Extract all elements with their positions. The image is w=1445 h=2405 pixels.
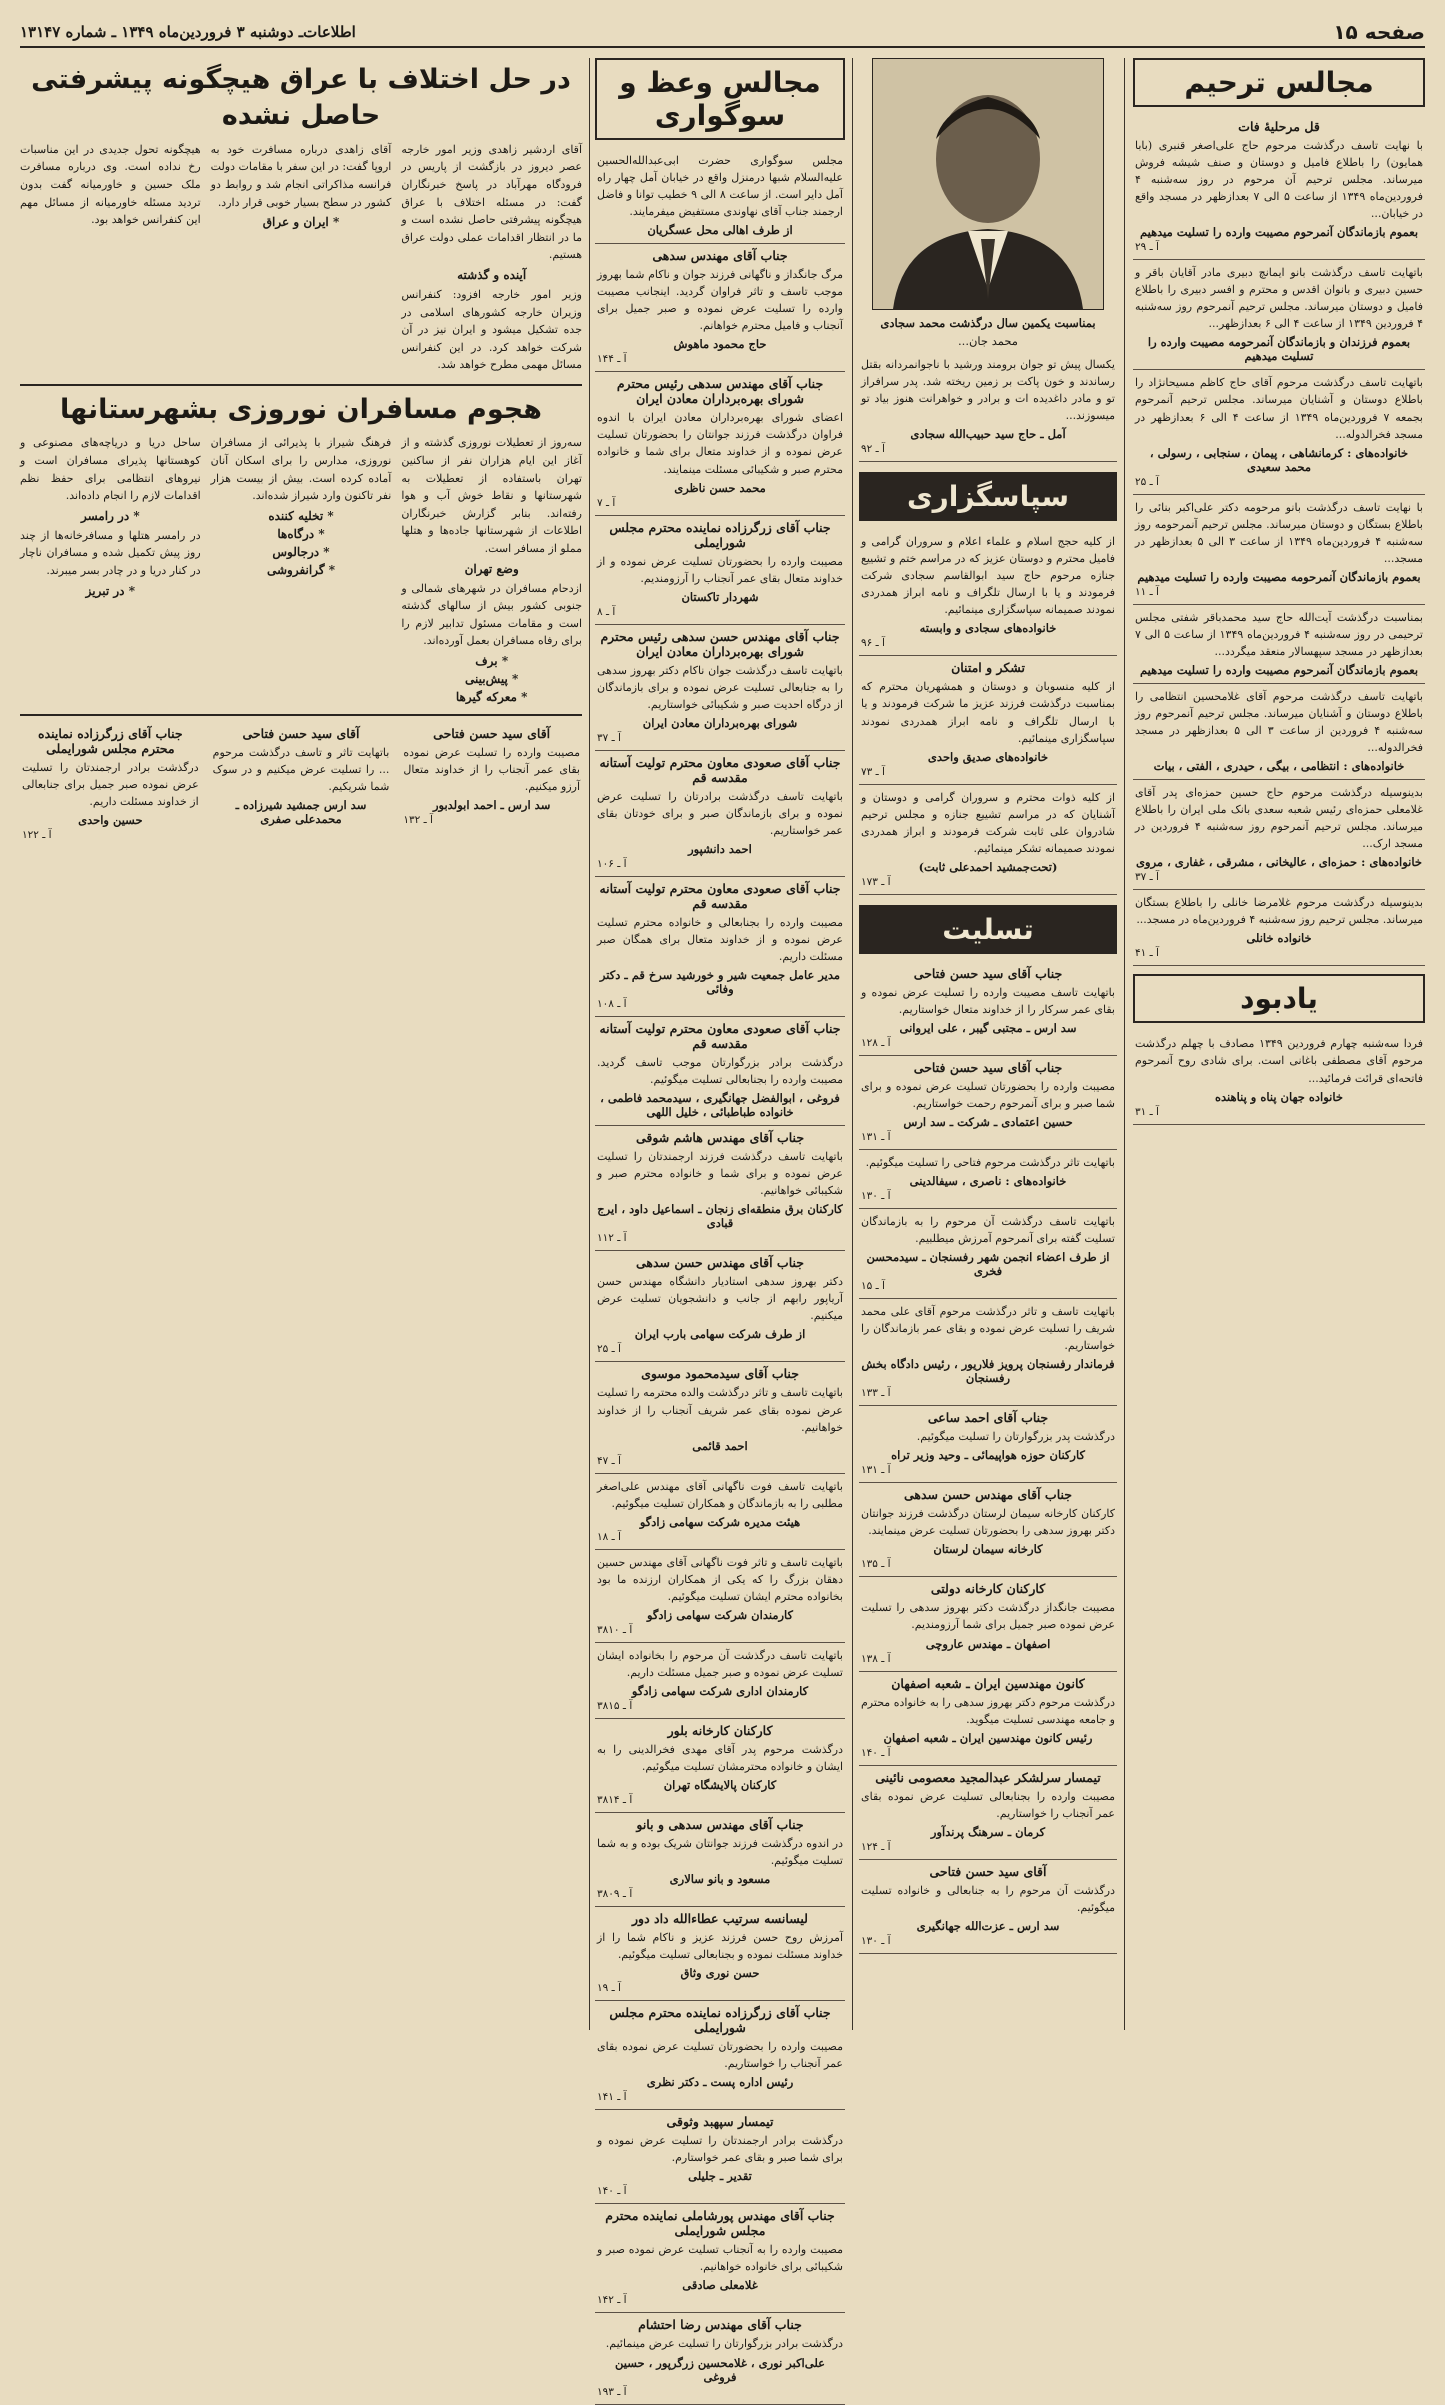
iraq-story bbox=[20, 141, 582, 378]
sepas-notice-code: آ ـ ۹۶ bbox=[861, 637, 885, 650]
vaz-notice-body: اعضای شورای بهره‌برداران معادن ایران با اندوه فراوان درگذشت فرزند جوانتان را بحضورتان تسلیت عرض نموده و از خداوند متعال برای شما و خانواده محترم صبر و شکیبائی مسئلت مینمایند. bbox=[597, 411, 843, 476]
tasliat-notice-body: باتهایت تاسف درگذشت آن مرحوم را به بازماندگان تسلیت گفته برای آنمرحوم آمرزش میطلبیم. bbox=[861, 1215, 1115, 1246]
vaz-notice-code: آ ـ ۱۴۰ bbox=[597, 2185, 627, 2198]
vaz-notice-sign: از طرف اهالی محل عسگریان bbox=[647, 223, 793, 238]
page-number: صفحه ۱۵ bbox=[1333, 20, 1425, 44]
vaz-notice-code: آ ـ ۱۰۶ bbox=[597, 857, 627, 870]
bottom-notice-title: آقای سید حسن فتاحی bbox=[433, 725, 551, 741]
tarhim-notice bbox=[1133, 780, 1425, 890]
tasliat-notice-code: آ ـ ۱۲۸ bbox=[861, 1036, 891, 1049]
tarhim-notice-code: آ ـ ۲۵ bbox=[1135, 475, 1159, 488]
tasliat-notice-sign: کارخانه سیمان لرستان bbox=[933, 1542, 1043, 1557]
portrait-image bbox=[873, 59, 1103, 309]
vaz-notice-title: لیسانسه سرتیب عطاءالله داد دور bbox=[632, 1911, 808, 1927]
vaz-notice-title: جناب آقای مهندس سدهی رئیس محترم شورای بهره‌برداران معادن ایران bbox=[616, 376, 824, 407]
tarhim-notice-code: آ ـ ۱۱ bbox=[1135, 585, 1159, 598]
vaz-notice-sign: از طرف شرکت سهامی بارب ایران bbox=[634, 1327, 806, 1342]
tarhim-notice bbox=[1133, 260, 1425, 370]
tarhim-notice-body: با نهایت تاسف درگذشت مرحوم حاج علی‌اصغر قنبری (بابا همایون) را باطلاع فامیل و دوستان و صنف شیشه فروش میرساند. مجلس ترحیم آن مرحوم در روز سه‌شنبه ۴ فروردین‌ماه ۱۳۴۹ از ساعت ۵ الی ۷ بعدازظهر در مسجد واقع در خیابان... bbox=[1135, 139, 1423, 221]
tasliat-notice-body: باتهایت تاسف و تاثر درگذشت مرحوم آقای علی محمد شریف را تسلیت عرض نموده و بقای عمر بازماندگان را خواستاریم. bbox=[861, 1305, 1115, 1353]
tasliat-notice-sign: حسین اعتمادی ـ شرکت ـ سد ارس bbox=[903, 1114, 1073, 1129]
tarhim-notice-sign: خانواده‌های : انتظامی ، بیگی ، حیدری ، الفتی ، بیات bbox=[1153, 759, 1405, 774]
bottom-notice-sign: حسین واحدی bbox=[78, 813, 143, 828]
tarhim-notice-sign: بعموم بازماندگان آنمرحوم مصیبت وارده را تسلیت میدهیم bbox=[1139, 662, 1419, 677]
vaz-notice bbox=[595, 625, 845, 751]
yadbud-heading: یادبود bbox=[1133, 974, 1425, 1023]
vaz-notice-sign: مسعود و بانو سالاری bbox=[669, 1872, 771, 1887]
vaz-notice-code: آ ـ ۱۸ bbox=[597, 1530, 621, 1543]
vaz-notice bbox=[595, 1251, 845, 1362]
tarhim-notice-sign: بعموم بازماندگان آنمرحوم مصیبت وارده را تسلیت میدهیم bbox=[1139, 225, 1419, 240]
vaz-notice-sign: احمد دانشپور bbox=[688, 841, 752, 856]
vaz-notice-body: در اندوه درگذشت فرزند جوانتان شریک بوده و به شما تسلیت میگوئیم. bbox=[597, 1837, 843, 1868]
sepas-notice-sign: خانواده‌های سجادی و وابسته bbox=[919, 621, 1057, 636]
tasliat-notice-body: مصیبت وارده را بحضورتان تسلیت عرض نموده و برای شما صبر و برای آنمرحوم رحمت خواستاریم. bbox=[861, 1079, 1115, 1110]
sepas-notice-code: آ ـ ۱۷۳ bbox=[861, 875, 891, 888]
tarhim-notice-title: قل مرحلیهٔ فات bbox=[1238, 119, 1320, 134]
vaz-notice-title: جناب آقای مهندس رضا احتشام bbox=[638, 2317, 802, 2333]
vaz-notice-body: مرگ جانگداز و ناگهانی فرزند جوان و ناکام شما بهروز موجب تاسف و تاثر فراوان گردید. اینجانب مصیبت وارده را تسلیت عرض نموده و صبر جمیل برای آنجناب و فامیل محترم خواهانم. bbox=[597, 268, 843, 333]
vaz-notice bbox=[595, 1474, 845, 1550]
tasliat-notice bbox=[859, 962, 1117, 1056]
vaz-notice bbox=[595, 1550, 845, 1643]
vaz-notice-sign: علی‌اکبر نوری ، غلامحسین زرگرپور ، حسین فروغی bbox=[614, 2355, 826, 2384]
tarhim-notice bbox=[1133, 115, 1425, 260]
iraq-paragraph: آقای اردشیر زاهدی وزیر امور خارجه عصر دیروز در بازگشت از پاریس در فرودگاه مهرآباد در پاسخ خبرنگاران گفت: در مسئله اختلاف با عراق هیچگونه پیشرفتی حاصل نشده است و ما در انتظار اقدامات عملی دولت عراق هستیم. bbox=[401, 142, 582, 262]
bottom-notice-body: مصیبت وارده را تسلیت عرض نموده بقای عمر آنجناب را از خداوند متعال آرزو میکنیم. bbox=[403, 745, 580, 794]
portrait-photo bbox=[872, 58, 1104, 310]
tasliat-notice-title: کارکنان کارخانه دولتی bbox=[930, 1581, 1046, 1597]
vaz-notice-sign: حاج محمود ماهوش bbox=[673, 337, 767, 352]
travel-subhead: * گرانفروشی bbox=[266, 562, 335, 577]
bottom-notice-code: آ ـ ۱۳۲ bbox=[403, 814, 433, 827]
vaz-notice-body: درگذشت برادر ارجمندتان را تسلیت عرض نموده و برای شما صبر و بقای عمر خواستارم. bbox=[597, 2134, 843, 2165]
vaz-notice bbox=[595, 148, 845, 244]
vaz-notice-sign: هیئت مدیره شرکت سهامی زادگو bbox=[639, 1514, 801, 1529]
story-divider bbox=[20, 384, 582, 386]
vaz-notice-sign: تقدیر ـ جلیلی bbox=[688, 2169, 752, 2184]
travel-subhead: * در تبریز bbox=[85, 583, 135, 598]
vaz-notice-sign: کارمندان شرکت سهامی زادگو bbox=[646, 1607, 794, 1622]
vaz-notice bbox=[595, 244, 845, 372]
vaz-notice bbox=[595, 2110, 845, 2204]
travel-paragraph: در رامسر هتلها و مسافرخانه‌ها از چند روز پیش تکمیل شده و مسافران ناچار در کنار دریا و در چادر بسر میبرند. bbox=[19, 528, 201, 577]
vaz-notice bbox=[595, 877, 845, 1017]
vaz-notice bbox=[595, 516, 845, 625]
tasliat-notice-sign: فرماندار رفسنجان پرویز فلاریور ، رئیس دادگاه بخش رفسنجان bbox=[861, 1357, 1115, 1386]
yadbud-sign: خانواده جهان پناه و پناهنده bbox=[1215, 1089, 1343, 1104]
travel-paragraph: ازدحام مسافران در شهرهای شمالی و جنوبی کشور بیش از سالهای گذشته است و مقامات مسئول تدابیر لازم را برای رفاه مسافران بعمل آورده‌اند. bbox=[401, 581, 582, 648]
tasliat-notice-code: آ ـ ۱۳۸ bbox=[861, 1652, 891, 1665]
tarhim-notice-sign: بعموم بازماندگان آنمرحومه مصیبت وارده را تسلیت میدهیم bbox=[1137, 569, 1421, 584]
tasliat-notice-code: آ ـ ۱۳۰ bbox=[861, 1934, 891, 1947]
tasliat-notice-sign: اصفهان ـ مهندس عاروچی bbox=[925, 1636, 1051, 1651]
vaz-notice-title: جناب آقای مهندس حسن سدهی bbox=[635, 1255, 804, 1271]
vaz-notice-title: جناب آقای صعودی معاون محترم تولیت آستانه مقدسه قم bbox=[599, 754, 841, 785]
travel-paragraph: سه‌روز از تعطیلات نوروزی گذشته و از آغاز این ایام هزاران نفر از ساکنین تهران باستفاده از تعطیلات به شهرستانها و نقاط خوش آب و هوا رفته‌اند. بنابر گزارش خبرنگاران اطلاعات از شهرستانها جاده‌ها و هتلها مملو از مسافر است. bbox=[401, 436, 582, 555]
news-column bbox=[20, 58, 582, 2030]
sepas-notice-body: از کلیه ذوات محترم و سروران گرامی و دوستان و آشنایان که در مراسم تشییع جنازه و مجلس ترحیم شادروان علی ثابت شرکت فرمودند و ابراز همدردی نمودند صمیمانه تشکر مینمائیم. bbox=[861, 790, 1115, 855]
bottom-notice bbox=[211, 722, 392, 847]
vaz-notice bbox=[595, 1719, 845, 1813]
vaz-notice-code: آ ـ ۱۴۱ bbox=[597, 2091, 627, 2104]
vaz-notice-body: مصیبت وارده را بجنابعالی و خانواده محترم تسلیت عرض نموده و از خداوند متعال برای همگان صبر مسئلت داریم. bbox=[597, 915, 843, 964]
vaz-notice-body: باتهایت تاسف درگذشت جوان ناکام دکتر بهروز سدهی را به جنابعالی تسلیت عرض نموده و برای بازماندگان از درگاه احدیت صبر و شکیبائی خواستاریم. bbox=[597, 663, 843, 711]
travel-subhead: * درجالوس bbox=[272, 544, 330, 559]
tarhim-notice-list bbox=[1133, 115, 1425, 966]
photo-notice-code: آ ـ ۹۲ bbox=[861, 443, 885, 456]
vaz-notice-sign: احمد قائمی bbox=[692, 1438, 748, 1453]
tasliat-notice-body: درگذشت آن مرحوم را به جنابعالی و خانواده تسلیت میگوئیم. bbox=[861, 1883, 1115, 1914]
tasliat-notice-body: مصیبت وارده را بجنابعالی تسلیت عرض نموده بقای عمر آنجناب را خواستاریم. bbox=[861, 1789, 1115, 1820]
vaz-notice bbox=[595, 1813, 845, 1907]
vaz-notice-sign: کارمندان اداری شرکت سهامی زادگو bbox=[631, 1683, 809, 1698]
vaz-notice-body: باتهایت تاسف درگذشت فرزند ارجمندتان را تسلیت عرض نموده و برای شما و خانواده محترم صبر و شکیبائی خواهانیم. bbox=[597, 1150, 843, 1198]
column-rule bbox=[589, 58, 590, 2030]
vaz-notice bbox=[595, 751, 845, 877]
vaz-notice bbox=[595, 1643, 845, 1719]
vaz-notice-title: جناب آقای صعودی معاون محترم تولیت آستانه مقدسه قم bbox=[599, 1021, 841, 1052]
tasliat-notice bbox=[859, 1209, 1117, 1299]
sepas-notice-body: از کلیه حجج اسلام و علماء اعلام و سروران گرامی و فامیل محترم و دوستان عزیز که در مراسم ختم و تشییع جنازه مرحوم حاج سید ابوالقاسم سجادی شرکت فرمودند و یا با ارسال تلگراف و نامه ابراز همدردی نمودند صمیمانه سپاسگزاری مینمائیم. bbox=[861, 535, 1115, 617]
iraq-paragraph: وزیر امور خارجه افزود: کنفرانس وزیران خارجه کشورهای اسلامی در جده تشکیل میشود و ایران نیز در آن شرکت خواهد کرد. در این کنفرانس مسائل مهمی مطرح خواهد شد. bbox=[401, 288, 582, 372]
vaz-notice-body: درگذشت مرحوم پدر آقای مهدی فخرالدینی را به ایشان و خانواده محترمشان تسلیت میگوئیم. bbox=[597, 1742, 843, 1773]
vaz-notice-code: آ ـ ۱۱۲ bbox=[597, 1232, 627, 1245]
vaz-notice-body: باتهایت تاسف فوت ناگهانی آقای مهندس علی‌اصغر مطلبی را به بازماندگان و همکاران تسلیت میگوئیم. bbox=[597, 1479, 843, 1510]
iraq-subhead: آینده و گذشته bbox=[457, 268, 527, 283]
tasliat-notice-list bbox=[859, 962, 1117, 1954]
vaz-notice-sign: شهردار تاکستان bbox=[681, 589, 759, 604]
vaz-notice bbox=[595, 372, 845, 515]
tasliat-notice-code: آ ـ ۱۳۱ bbox=[861, 1130, 891, 1143]
tasliat-notice-body: کارکنان کارخانه سیمان لرستان درگذشت فرزند جوانتان دکتر بهروز سدهی را بحضورتان تسلیت عرض مینمایند. bbox=[861, 1507, 1115, 1538]
tasliat-notice-sign: رئیس کانون مهندسین ایران ـ شعبه اصفهان bbox=[883, 1730, 1093, 1745]
vaz-notice-title: جناب آقای مهندس پورشاملی نماینده محترم مجلس شورایملی bbox=[605, 2208, 835, 2239]
tasliat-notice-code: آ ـ ۱۳۱ bbox=[861, 1464, 891, 1477]
vaz-notice bbox=[595, 1126, 845, 1251]
column-rule bbox=[852, 58, 853, 2030]
tasliat-notice-title: جناب آقای سید حسن فتاحی bbox=[913, 1059, 1063, 1075]
vaz-notice-body: باتهایت تاسف و تاثر فوت ناگهانی آقای مهندس حسین دهقان بزرگ را که یکی از همکاران ارزنده ما بود بخانواده محترم ایشان تسلیت میگوئیم. bbox=[597, 1555, 843, 1603]
bottom-notice-sign: سد ارس ـ احمد ابولدبور bbox=[432, 798, 551, 813]
vaz-notice-title: جناب آقای زرگرزاده نماینده محترم مجلس شورایملی bbox=[609, 519, 831, 550]
tarhim-notice-body: باتهایت تاسف درگذشت مرحوم آقای غلامحسین انتظامی را باطلاع دوستان و آشنایان میرساند. مجلس ترحیم آنمرحوم روز سه‌شنبه ۴ فروردین از ساعت ۳ الی ۵ بعدازظهر در مسجد فخرالدوله... bbox=[1135, 689, 1424, 755]
tasliat-notice-title: آقای سید حسن فتاحی bbox=[929, 1863, 1047, 1879]
sepas-notice bbox=[859, 529, 1117, 656]
vaz-notice-code: آ ـ ۲۵ bbox=[597, 1343, 621, 1356]
tasliat-notice-sign: کرمان ـ سرهنگ پرندآور bbox=[930, 1824, 1046, 1839]
photo-caption-sub: محمد جان... bbox=[958, 334, 1018, 348]
tarhim-notice-body: باتهایت تاسف درگذشت بانو ایمانچ دبیری مادر آقایان باقر و حسین دبیری و بانوان اقدس و محترم و افسر دبیری را باطلاع فامیل و دوستان میرساند. مجلس ترحیم آنمرحوم روز سه‌شنبه ۴ فروردین ۱۳۴۹ از ساعت ۴ الی ۶ بعدازظهر... bbox=[1135, 266, 1423, 331]
vaz-notice-title: جناب آقای زرگرزاده نماینده محترم مجلس شورایملی bbox=[609, 2005, 831, 2036]
tasliat-notice-title: جناب آقای سید حسن فتاحی bbox=[913, 965, 1063, 981]
tarhim-notice-sign: خانواده‌های : حمزه‌ای ، عالیخانی ، مشرقی ، غفاری ، مروی bbox=[1136, 855, 1422, 870]
bottom-notice bbox=[20, 722, 201, 847]
bottom-notice-sign: سد ارس جمشید شیرزاده ـ محمدعلی صفری bbox=[235, 798, 367, 827]
vaz-notice-sign: رئیس اداره پست ـ دکتر نظری bbox=[646, 2075, 794, 2090]
vaz-notice bbox=[595, 2001, 845, 2110]
vaz-notice-code: آ ـ ۳۸۰۹ bbox=[597, 1888, 633, 1901]
tasliat-notice bbox=[859, 1577, 1117, 1671]
vaz-notice-body: درگذشت برادر بزرگوارتان را تسلیت عرض مینمائیم. bbox=[605, 2337, 843, 2351]
tasliat-notice-sign: کارکنان حوزه هواپیمائی ـ وحید وزیر تراه bbox=[891, 1448, 1085, 1463]
tasliat-notice-body: باتهایت تاثر درگذشت مرحوم فتاحی را تسلیت میگوئیم. bbox=[865, 1155, 1115, 1169]
tarhim-notice-body: با نهایت تاسف درگذشت بانو مرحومه دکتر علی‌اکبر بنائی را باطلاع بستگان و دوستان میرساند. مجلس ترحیم آنمرحومه روز سه‌شنبه ۴ فروردین‌ماه ۱۳۴۹ از ساعت ۳ الی ۵ بعدازظهر در مسجد... bbox=[1135, 500, 1423, 565]
sepas-notice-sign: (تحت‌جمشید احمدعلی ثابت) bbox=[918, 859, 1058, 874]
vaz-notice-sign: کارکنان برق منطقه‌ای زنجان ـ اسماعیل داود ، ایرج قبادی bbox=[597, 1202, 843, 1231]
sepas-notice-list bbox=[859, 529, 1117, 895]
vaz-notice-code: آ ـ ۱۴۴ bbox=[597, 353, 627, 366]
vaz-notice-body: باتهایت تاسف درگذشت برادرتان را تسلیت عرض نموده و برای بازماندگان صبر و برای خودتان بقای عمر خواستاریم. bbox=[597, 789, 843, 837]
tasliat-notice-code: آ ـ ۱۳۳ bbox=[861, 1387, 891, 1400]
vaz-notice-list bbox=[595, 148, 845, 2405]
photo-notice bbox=[859, 352, 1117, 462]
bottom-notice-body: باتهایت تاثر و تاسف درگذشت مرحوم ... را تسلیت عرض میکنیم و در سوک شما شریکیم. bbox=[212, 745, 390, 794]
tarhim-notice-sign: بعموم فرزندان و بازماندگان آنمرحومه مصیبت وارده را تسلیت میدهیم bbox=[1147, 335, 1411, 364]
vaz-notice-sign: محمد حسن ناظری bbox=[674, 480, 766, 495]
page-header bbox=[20, 18, 1425, 48]
vaz-notice-sign: شورای بهره‌برداران معادن ایران bbox=[642, 715, 798, 730]
vaz-notice-body: مصیبت وارده را به آنجناب تسلیت عرض نموده صبر و شکیبائی برای خانواده خواهانیم. bbox=[597, 2243, 843, 2274]
tasliat-notice bbox=[859, 1150, 1117, 1209]
bottom-notice-title: جناب آقای زرگرزاده نماینده محترم مجلس شورایملی bbox=[38, 725, 183, 756]
tasliat-notice-code: آ ـ ۱۲۴ bbox=[861, 1840, 891, 1853]
photo-notice-sign: آمل ـ حاج سید حبیب‌الله سجادی bbox=[910, 427, 1066, 442]
sepas-notice bbox=[859, 785, 1117, 895]
tasliat-notice-code: آ ـ ۱۳۰ bbox=[861, 1190, 891, 1203]
tasliat-notice-body: مصیبت جانگداز درگذشت دکتر بهروز سدهی را تسلیت عرض نموده صبر جمیل برای شما آرزومندیم. bbox=[861, 1601, 1115, 1632]
tarhim-column bbox=[1133, 58, 1425, 2030]
iraq-paragraph: هیچگونه تحول جدیدی در این مناسبات رخ نداده است. وی درباره مسافرت ملک حسین و خاورمیانه گفت بدون تردید مسئله خاورمیانه از مسائل مهم این کنفرانس خواهد بود. bbox=[19, 142, 201, 227]
vaz-notice-title: جناب آقای مهندس سدهی bbox=[652, 248, 788, 264]
tasliat-notice-title: کانون مهندسین ایران ـ شعبه اصفهان bbox=[891, 1675, 1085, 1691]
tarhim-notice-body: بمناسبت درگذشت آیت‌الله حاج سید محمدباقر شفتی مجلس ترحیمی در روز سه‌شنبه ۴ فروردین‌ماه ۱۳۴۹ از ساعت ۵ الی ۷ بعدازظهر در مسجد سپهسالار منعقد میگردد... bbox=[1135, 610, 1423, 658]
vaz-notice-title: جناب آقای مهندس هاشم شوقی bbox=[635, 1130, 805, 1146]
vaz-notice-code: آ ـ ۳۷ bbox=[597, 731, 621, 744]
vaz-notice-sign: غلامعلی صادقی bbox=[682, 2278, 758, 2293]
tarhim-heading: مجالس ترحیم bbox=[1133, 58, 1425, 107]
sepas-notice bbox=[859, 656, 1117, 784]
tarhim-notice bbox=[1133, 605, 1425, 684]
vaz-notice bbox=[595, 2204, 845, 2313]
tarhim-notice-body: بدینوسیله درگذشت مرحوم حاج حسین حمزه‌ای پدر آقای غلامعلی حمزه‌ای رئیس شعبه سعدی بانک ملی ایران را باطلاع میرساند. مجلس ترحیم آنمرحوم روز سه‌شنبه ۴ فروردین در مسجد ارک... bbox=[1135, 786, 1423, 851]
vaz-notice-body: باتهایت تاسف و تاثر درگذشت والده محترمه را تسلیت عرض نموده بقای عمر شریف آنجناب را از خداوند خواهانیم. bbox=[597, 1386, 843, 1434]
tasliat-notice bbox=[859, 1766, 1117, 1860]
vaz-notice-sign: کارکنان پالایشگاه تهران bbox=[663, 1778, 777, 1793]
sepas-notice-title: تشکر و امتنان bbox=[951, 660, 1025, 676]
vaz-notice-code: آ ـ ۷ bbox=[597, 496, 616, 509]
tasliat-notice bbox=[859, 1406, 1117, 1483]
vaz-column bbox=[595, 58, 845, 2398]
bottom-notice-title: آقای سید حسن فتاحی bbox=[242, 725, 360, 741]
vaz-notice-body: مصیبت وارده را بحضورتان تسلیت عرض نموده بقای عمر آنجناب را خواستاریم. bbox=[597, 2040, 843, 2071]
tasliat-notice-sign: خانواده‌های : ناصری ، سیفالدینی bbox=[909, 1174, 1067, 1189]
middle-right-column bbox=[859, 58, 1117, 2030]
tasliat-notice bbox=[859, 1056, 1117, 1150]
tasliat-notice bbox=[859, 1483, 1117, 1577]
tasliat-notice-title: تیمسار سرلشکر عبدالمجید معصومی نائینی bbox=[875, 1769, 1101, 1785]
iraq-subhead: * ایران و عراق bbox=[262, 215, 340, 230]
vaz-notice-code: آ ـ ۳۸۱۰ bbox=[597, 1623, 633, 1636]
vaz-notice-title: جناب آقای صعودی معاون محترم تولیت آستانه مقدسه قم bbox=[599, 880, 841, 911]
sepas-heading: سپاسگزاری bbox=[859, 472, 1117, 521]
vaz-notice-body: باتهایت تاسف درگذشت آن مرحوم را بخانواده ایشان تسلیت عرض نموده و صبر جمیل مسئلت داریم. bbox=[597, 1648, 843, 1679]
bottom-notice bbox=[401, 722, 582, 847]
photo-notice-body: یکسال پیش تو جوان برومند ورشید با ناجوانمردانه بقتل رساندند و خون پاکت بر زمین ریخته شد. پدر سرافراز تو و مادر داغدیده ات و برادر و خواهرانت هنوز بیاد تو میسوزند... bbox=[861, 358, 1115, 423]
tarhim-notice bbox=[1133, 370, 1425, 494]
vaz-notice-code: آ ـ ۱۹ bbox=[597, 1982, 621, 1995]
tarhim-notice-code: آ ـ ۲۹ bbox=[1135, 241, 1159, 254]
vaz-notice-code: آ ـ ۱۴۲ bbox=[597, 2294, 627, 2307]
tasliat-notice-code: آ ـ ۱۴۰ bbox=[861, 1746, 891, 1759]
travel-subhead: * پیش‌بینی bbox=[465, 671, 519, 686]
photo-caption: بمناسبت یکمین سال درگذشت محمد سجادی bbox=[880, 316, 1096, 330]
travel-paragraph: ساحل دریا و دریاچه‌های مصنوعی و کوهستانها پذیرای مسافران است و نیروهای انتظامی برای حفظ نظم اقدامات لازم را انجام داده‌اند. bbox=[19, 436, 201, 503]
tasliat-notice-title: جناب آقای احمد ساعی bbox=[927, 1410, 1049, 1426]
vaz-notice-body: آمرزش روح حسن فرزند عزیز و ناکام شما را از خداوند مسئلت نموده و بجنابعالی تسلیت میگوئیم. bbox=[597, 1931, 843, 1962]
vaz-notice bbox=[595, 2313, 845, 2404]
bottom-divider bbox=[20, 714, 582, 716]
sepas-notice-sign: خانواده‌های صدیق واحدی bbox=[927, 749, 1049, 764]
vaz-heading: مجالس وعظ و سوگواری bbox=[595, 58, 845, 140]
tasliat-notice-sign: سد ارس ـ عزت‌الله جهانگیری bbox=[916, 1918, 1060, 1933]
tasliat-notice bbox=[859, 1672, 1117, 1766]
tarhim-notice bbox=[1133, 890, 1425, 966]
bottom-notices bbox=[20, 722, 582, 847]
tarhim-notice bbox=[1133, 684, 1425, 780]
vaz-notice bbox=[595, 1362, 845, 1473]
iraq-headline: در حل اختلاف با عراق هیچگونه پیشرفتی حاصل نشده bbox=[31, 64, 571, 132]
vaz-notice-code: آ ـ ۸ bbox=[597, 605, 616, 618]
vaz-notice-body: مجلس سوگواری حضرت ابی‌عبدالله‌الحسین علیه‌السلام شبها درمنزل واقع در خیابان آمل چهار راه آمل دایر است. از ساعت ۸ الی ۹ خطیب توانا و فاضل ارجمند جناب آقای نهاوندی مستفیض میفرمایند. bbox=[597, 154, 843, 219]
vaz-notice-sign: فروغی ، ابوالفضل جهانگیری ، سیدمحمد فاطمی ، خانواده طباطبائی ، خلیل اللهی bbox=[600, 1091, 840, 1120]
vaz-notice-body: دکتر بهروز سدهی استادیار دانشگاه مهندس حسن آریاپور رابهم از جانب و دانشجویان تسلیت عرض میکنیم. bbox=[597, 1275, 843, 1323]
vaz-notice-title: کارکنان کارخانه بلور bbox=[667, 1722, 773, 1738]
tasliat-notice-title: جناب آقای مهندس حسن سدهی bbox=[903, 1487, 1072, 1503]
travel-subhead: * درگاه‌ها bbox=[277, 526, 325, 541]
column-rule bbox=[1124, 58, 1125, 2030]
travel-paragraph: فرهنگ شیراز با پذیرائی از مسافران نوروزی، مدارس را برای اسکان آنان آماده کرده است. بیش از بیست هزار نفر تاکنون وارد شیراز شده‌اند. bbox=[210, 436, 392, 503]
vaz-notice-sign: حسن نوری وثاق bbox=[680, 1966, 760, 1981]
vaz-notice-code: آ ـ ۳۸۱۴ bbox=[597, 1794, 633, 1807]
vaz-notice-code: آ ـ ۳۸۱۵ bbox=[597, 1699, 633, 1712]
tarhim-notice-code: آ ـ ۴۱ bbox=[1135, 947, 1159, 960]
sepas-notice-code: آ ـ ۷۳ bbox=[861, 765, 885, 778]
vaz-notice-body: مصیبت وارده را بحضورتان تسلیت عرض نموده و از خداوند متعال بقای عمر آنجناب را آرزومندیم. bbox=[597, 554, 843, 585]
vaz-notice bbox=[595, 1907, 845, 2001]
vaz-notice-sign: مدیر عامل جمعیت شیر و خورشید سرخ قم ـ دکتر وفائی bbox=[599, 968, 841, 997]
masthead-info: اطلاعات‌ـ دوشنبه ۳ فروردین‌ماه ۱۳۴۹ ـ شماره ۱۳۱۴۷ bbox=[20, 23, 356, 41]
travel-story bbox=[20, 434, 582, 708]
travel-subhead: وضع تهران bbox=[464, 561, 519, 576]
tasliat-heading: تسلیت bbox=[859, 905, 1117, 954]
newspaper-page bbox=[19, 18, 1425, 2398]
tarhim-notice-sign: خانواده‌های : کرمانشاهی ، پیمان ، سنجابی ، رسولی ، محمد سعیدی bbox=[1149, 445, 1409, 474]
vaz-notice-title: جناب آقای سیدمحمود موسوی bbox=[641, 1366, 799, 1382]
tasliat-notice bbox=[859, 1860, 1117, 1954]
tarhim-notice-sign: خانواده خانلی bbox=[1246, 931, 1312, 946]
travel-subhead: * برف bbox=[475, 653, 509, 668]
tasliat-notice-sign: سد ارس ـ مجتبی گیبر ، علی ایروانی bbox=[899, 1020, 1077, 1035]
vaz-notice bbox=[595, 1017, 845, 1126]
tasliat-notice-code: آ ـ ۱۵ bbox=[861, 1280, 885, 1293]
vaz-notice-code: آ ـ ۴۷ bbox=[597, 1454, 621, 1467]
vaz-notice-code: آ ـ ۱۹۳ bbox=[597, 2385, 627, 2398]
bottom-notice-body: درگذشت برادر ارجمندتان را تسلیت عرض نموده صبر جمیل برای جنابعالی از خداوند مسئلت داریم. bbox=[21, 760, 199, 809]
travel-subhead: * در رامسر bbox=[80, 508, 140, 523]
vaz-notice-body: درگذشت برادر بزرگوارتان موجب تاسف گردید. مصیبت وارده را بجنابعالی تسلیت میگوئیم. bbox=[597, 1056, 843, 1087]
tarhim-notice-body: باتهایت تاسف درگذشت مرحوم آقای حاج کاظم مسیحا‌نژاد را باطلاع دوستان و آشنایان میرساند. مجلس ترحیم آنمرحوم بجمعه ۷ فروردین‌ماه ۱۳۴۹ از ساعت ۴ الی ۶ بعدازظهر در مسجد فخرالدوله... bbox=[1135, 376, 1423, 441]
yadbud-code: آ ـ ۳۱ bbox=[1135, 1105, 1159, 1118]
travel-subhead: * معرکه گیرها bbox=[455, 689, 528, 704]
vaz-notice-title: تیمسار سپهبد وثوقی bbox=[666, 2114, 774, 2130]
tasliat-notice-body: درگذشت مرحوم دکتر بهروز سدهی را به خانواده محترم و جامعه مهندسی تسلیت میگوید. bbox=[861, 1695, 1115, 1726]
tasliat-notice bbox=[859, 1299, 1117, 1406]
sepas-notice-body: از کلیه منسوبان و دوستان و همشهریان محترم که بمناسبت درگذشت فرزند عزیز ما شرکت فرمودند و یا با ارسال تلگراف و نامه ابراز همدردی نمودند سپاسگزاری مینمائیم. bbox=[861, 680, 1115, 745]
tasliat-notice-code: آ ـ ۱۳۵ bbox=[861, 1558, 891, 1571]
tasliat-notice-sign: از طرف اعضاء انجمن شهر رفسنجان ـ سیدمحسن فخری bbox=[866, 1250, 1110, 1279]
tarhim-notice bbox=[1133, 495, 1425, 605]
tarhim-notice-code: آ ـ ۳۷ bbox=[1135, 871, 1159, 884]
travel-subhead: * تخلیه کننده bbox=[268, 508, 334, 523]
tasliat-notice-body: باتهایت تاسف مصیبت وارده را تسلیت عرض نموده و بقای عمر سرکار را از خداوند متعال خواستاریم. bbox=[861, 985, 1115, 1016]
yadbud-body: فردا سه‌شنبه چهارم فروردین ۱۳۴۹ مصادف با چهلم درگذشت مرحوم آقای مصطفی باغانی است. برای شادی روح آنمرحوم فاتحه‌ای قرائت فرمائید... bbox=[1135, 1037, 1423, 1085]
vaz-notice-title: جناب آقای مهندس حسن سدهی رئیس محترم شورای بهره‌برداران معادن ایران bbox=[600, 628, 840, 659]
bottom-notice-code: آ ـ ۱۲۲ bbox=[21, 829, 52, 842]
vaz-notice-code: آ ـ ۱۰۸ bbox=[597, 998, 627, 1011]
iraq-paragraph: آقای زاهدی درباره مسافرت خود به اروپا گفت: در این سفر با مقامات دولت فرانسه مذاکراتی انجام شد و روابط دو کشور در سطح بسیار خوبی قرار دارد. bbox=[210, 142, 392, 209]
tasliat-notice-body: درگذشت پدر بزرگوارتان را تسلیت میگوئیم. bbox=[916, 1430, 1115, 1444]
yadbud-notice bbox=[1133, 1031, 1425, 1124]
tarhim-notice-body: بدینوسیله درگذشت مرحوم غلامرضا خانلی را باطلاع بستگان میرساند. مجلس ترحیم روز سه‌شنبه ۴ فروردین‌ماه در مسجد... bbox=[1135, 896, 1423, 927]
vaz-notice-title: جناب آقای مهندس سدهی و بانو bbox=[636, 1817, 804, 1833]
travel-headline: هجوم مسافران نوروزی بشهرستانها bbox=[60, 394, 542, 425]
